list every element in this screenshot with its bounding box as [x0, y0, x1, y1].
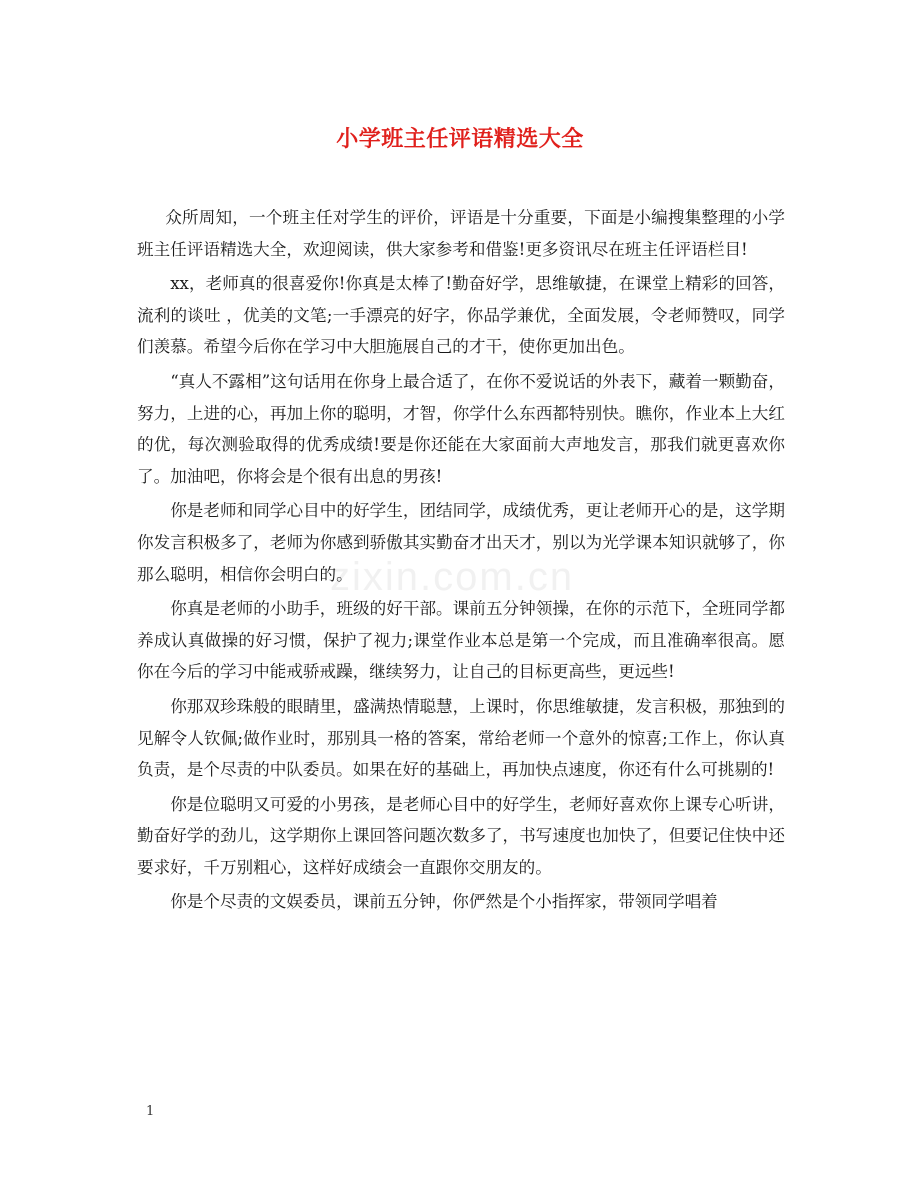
- paragraph-intro: 众所周知，一个班主任对学生的评价，评语是十分重要，下面是小编搜集整理的小学班主任评语精选大全，欢迎阅读，供大家参考和借鉴!更多资讯尽在班主任评语栏目!: [137, 208, 785, 259]
- page-number: 1: [146, 1104, 155, 1119]
- paragraph: 你是老师和同学心目中的好学生，团结同学，成绩优秀，更让老师开心的是，这学期你发言积极多了，老师为你感到骄傲其实勤奋才出天才，别以为光学课本知识就够了，你那么聪明，相信你会明白的。: [137, 501, 785, 584]
- paragraph: 你真是老师的小助手，班级的好干部。课前五分钟领操，在你的示范下，全班同学都养成认真做操的好习惯，保护了视力;课堂作业本总是第一个完成，而且准确率很高。愿你在今后的学习中能戒骄戒躁，继续努力，让自己的目标更高些，更远些!: [137, 599, 785, 682]
- paragraph: 你是个尽责的文娱委员，课前五分钟，你俨然是个小指挥家，带领同学唱着: [170, 892, 718, 912]
- paragraph: “真人不露相”这句话用在你身上最合适了，在你不爱说话的外表下，藏着一颗勤奋，努力，上进的心，再加上你的聪明，才智，你学什么东西都特别快。瞧你，作业本上大红的优，每次测验取得的优秀成绩!要是你还能在大家面前大声地发言，那我们就更喜欢你了。加油吧，你将会是个很有出息的男孩!: [137, 371, 785, 486]
- watermark: zixin.com.cn: [330, 555, 575, 599]
- paragraph: 你那双珍珠般的眼睛里，盛满热情聪慧，上课时，你思维敏捷，发言积极，那独到的见解令人钦佩;做作业时，那别具一格的答案，常给老师一个意外的惊喜;工作上，你认真负责，是个尽责的中队委员。如果在好的基础上，再加快点速度，你还有什么可挑剔的!: [137, 696, 785, 780]
- paragraph: 你是位聪明又可爱的小男孩，是老师心目中的好学生，老师好喜欢你上课专心听讲，勤奋好学的劲儿，这学期你上课回答问题次数多了，书写速度也加快了，但要记住快中还要求好，千万别粗心，这样好成绩会一直跟你交朋友的。: [137, 794, 785, 877]
- paragraph: xx，老师真的很喜爱你!你真是太棒了!勤奋好学，思维敏捷，在课堂上精彩的回答，流利的谈吐 ，优美的文笔;一手漂亮的好字，你品学兼优，全面发展，令老师赞叹，同学们羡慕。希望今后你在学习中大胆施展自己的才干，使你更加出色。: [137, 274, 785, 357]
- document-title: 小学班主任评语精选大全: [336, 126, 584, 152]
- document-body: [137, 202, 785, 921]
